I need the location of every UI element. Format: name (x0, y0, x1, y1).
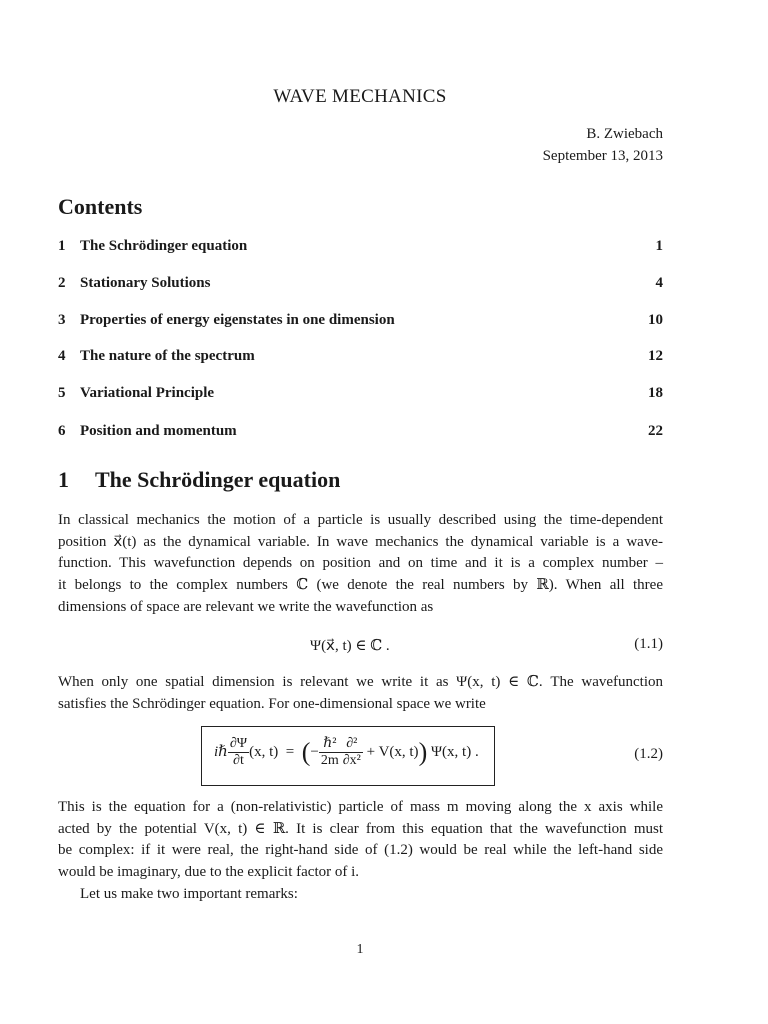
toc-number: 2 (58, 275, 66, 291)
toc-number: 1 (58, 238, 66, 254)
toc-title: Stationary Solutions (80, 275, 211, 291)
section-title: The Schrödinger equation (95, 467, 341, 492)
toc-page: 12 (648, 348, 663, 364)
document-title: WAVE MECHANICS (273, 86, 447, 107)
toc-title: The nature of the spectrum (80, 348, 255, 364)
toc-title: Properties of energy eigenstates in one dimension (80, 312, 395, 328)
author: B. Zwiebach (586, 126, 663, 142)
text-line: it belongs to the complex numbers ℂ (we denote the real numbers by ℝ). When all three (58, 577, 663, 594)
toc-entry-6[interactable] (58, 423, 663, 445)
section-number: 1 (58, 467, 69, 492)
paragraph-2 (58, 672, 663, 715)
text-line: When only one spatial dimension is relevant we write it as Ψ(x, t) ∈ ℂ. The wavefunction (58, 674, 663, 690)
fraction: $\frac{\text{ℏ²}}{2m}$ (320, 736, 339, 768)
toc-title: Position and momentum (80, 423, 237, 439)
fraction: $\frac{\text{∂²}}{\text{∂x²}}$ (342, 736, 361, 768)
toc-title: Variational Principle (80, 385, 215, 401)
toc-entry-4[interactable] (58, 348, 663, 370)
toc-title: The Schrödinger equation (80, 238, 248, 254)
paragraph-3 (58, 797, 663, 884)
equation-number: (1.2) (634, 746, 663, 762)
toc-page: 4 (655, 275, 663, 291)
toc-page: 22 (648, 423, 663, 439)
text-line: satisfies the Schrödinger equation. For one-dimensional space we write (58, 695, 486, 712)
page-number: 1 (356, 942, 364, 957)
paragraph-1 (58, 510, 663, 619)
toc-entry-2[interactable] (58, 275, 663, 297)
toc-page: 18 (648, 385, 663, 401)
toc-number: 5 (58, 385, 66, 401)
date: September 13, 2013 (542, 148, 663, 164)
text-line: function. This wavefunction depends on position and on time and it is a complex number – (58, 555, 663, 572)
schrodinger-equation: iℏ $\frac{\partial\Psi}{\partial t}$ (x, t) = (− $\frac{\text{ℏ²}}{2m}$ $\frac{\text{∂²}}{\text{∂x²}}$ + V(x, t)) Ψ(x, t) . (214, 736, 479, 768)
text-line: In classical mechanics the motion of a particle is usually described using the time-dependent (58, 512, 663, 528)
toc-number: 3 (58, 312, 66, 328)
toc-page: 10 (648, 312, 663, 328)
text-line: dimensions of space are relevant we write the wavefunction as (58, 598, 434, 615)
text-line: be complex: if it were real, the right-hand side of (1.2) would be real while the left-hand side (58, 842, 663, 859)
toc-page: 1 (655, 238, 663, 254)
toc-number: 4 (58, 348, 66, 364)
text-line: Let us make two important remarks: (80, 886, 298, 902)
text-line: This is the equation for a (non-relativistic) particle of mass m moving along the x axis while (58, 799, 663, 815)
text-line: acted by the potential V(x, t) ∈ ℝ. It is clear from this equation that the wavefunction must (58, 820, 663, 837)
fraction: $\frac{\partial\Psi}{\partial t}$ (229, 736, 248, 768)
toc-entry-1[interactable] (58, 238, 663, 260)
text-line: position x⃗(t) as the dynamical variable. In wave mechanics the dynamical variable is a wave- (58, 533, 663, 550)
equation-number: (1.1) (634, 636, 663, 652)
toc-entry-3[interactable] (58, 312, 663, 334)
equation-1-1: Ψ(x⃗, t) ∈ ℂ . (310, 638, 390, 654)
text-line: would be imaginary, due to the explicit factor of i. (58, 864, 360, 881)
toc-number: 6 (58, 423, 66, 439)
toc-entry-5[interactable] (58, 385, 663, 407)
section-heading (58, 467, 340, 493)
contents-heading: Contents (58, 194, 143, 219)
paragraph-4 (80, 884, 663, 906)
